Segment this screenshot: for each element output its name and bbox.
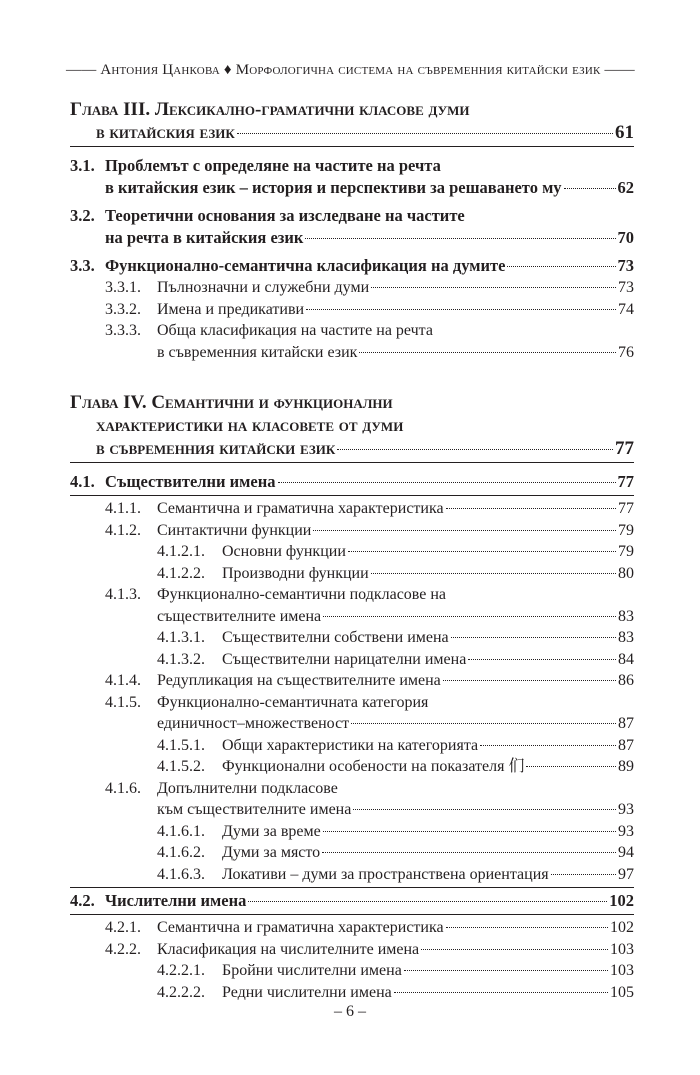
dot-leader bbox=[507, 266, 615, 267]
toc-section-4-2-1[interactable] bbox=[70, 917, 634, 939]
toc-section-4-1-2[interactable] bbox=[70, 520, 634, 542]
toc-section-title: Функционално-семантична класификация на думите bbox=[105, 256, 506, 275]
dot-leader bbox=[371, 287, 616, 288]
toc-page-number: 79 bbox=[618, 543, 634, 560]
toc-section-4-1-6-3[interactable] bbox=[70, 864, 634, 886]
dot-leader bbox=[348, 551, 616, 552]
toc-page-number: 103 bbox=[610, 962, 634, 979]
toc-section-title: Проблемът с определяне на частите на речта bbox=[105, 156, 441, 175]
toc-page-number: 80 bbox=[618, 564, 634, 582]
toc-section-title-cont: към съществителните имена bbox=[157, 801, 352, 818]
toc-section-title-cont: единичност–множественост bbox=[157, 715, 350, 732]
toc-section-4-1-3-2[interactable] bbox=[70, 649, 634, 671]
toc-section-title: Съществителни собствени имена bbox=[222, 629, 449, 646]
toc-page-number: 73 bbox=[617, 256, 634, 275]
dot-leader bbox=[446, 508, 616, 509]
toc-section-title: Имена и предикативи bbox=[157, 300, 305, 318]
dot-leader bbox=[278, 482, 616, 483]
toc-section-title: Семантична и граматична характеристика bbox=[157, 500, 444, 517]
header-rule-left: —— bbox=[66, 62, 97, 78]
dot-leader bbox=[237, 133, 613, 134]
toc-page-number: 86 bbox=[618, 672, 634, 689]
toc-section-number: 4.2.2. bbox=[105, 940, 141, 958]
toc-page-number: 89 bbox=[618, 758, 634, 775]
toc-section-number: 4.1.6.2. bbox=[157, 844, 205, 861]
dot-leader bbox=[306, 309, 616, 310]
toc-section-title: Теоретични основания за изследване на частите bbox=[105, 206, 465, 225]
toc-section-number: 3.1. bbox=[70, 156, 95, 175]
toc-section-title: Обща класификация на частите на речта bbox=[157, 322, 433, 339]
page-number-footer: – 6 – bbox=[334, 1003, 366, 1020]
toc-section-title: Бройни числителни имена bbox=[222, 962, 402, 979]
toc-section-number: 3.3. bbox=[70, 256, 95, 275]
dot-leader bbox=[248, 901, 607, 902]
dot-leader bbox=[480, 745, 616, 746]
toc-section-4-1-6[interactable] bbox=[70, 778, 634, 821]
toc-section-number: 4.2.2.2. bbox=[157, 983, 205, 1001]
toc-section-number: 4.1.6. bbox=[105, 779, 141, 797]
chapter-divider bbox=[70, 462, 634, 463]
toc-section-4-1-2-2[interactable] bbox=[70, 563, 634, 585]
toc-section-title: Синтактични функции bbox=[157, 521, 312, 539]
toc-page-number: 87 bbox=[618, 736, 634, 754]
toc-section-title: Съществителни нарицателни имена bbox=[222, 650, 467, 668]
toc-chapter-4-line2: характеристики на класовете от думи bbox=[96, 415, 404, 436]
dot-leader bbox=[446, 927, 608, 928]
toc-section-number: 4.2.2.1. bbox=[157, 962, 205, 979]
toc-section-number: 4.1.6.1. bbox=[157, 822, 205, 840]
toc-section-title: Съществителни имена bbox=[105, 472, 276, 491]
dot-leader bbox=[337, 449, 613, 450]
toc-section-4-1-5[interactable] bbox=[70, 692, 634, 735]
toc-section-title: Функционално-семантичната категория bbox=[157, 693, 429, 711]
table-of-contents bbox=[70, 98, 634, 1003]
toc-section-number: 4.1.2. bbox=[105, 521, 141, 539]
toc-section-title: Функционални особености на показателя 们 bbox=[222, 758, 525, 775]
toc-section-4-2[interactable] bbox=[70, 890, 634, 912]
toc-section-title: Семантична и граматична характеристика bbox=[157, 919, 444, 936]
dot-leader bbox=[551, 874, 616, 875]
toc-page-number: 73 bbox=[618, 279, 634, 296]
dot-leader bbox=[468, 659, 616, 660]
toc-section-4-1-5-2[interactable] bbox=[70, 756, 634, 778]
toc-section-4-1-5-1[interactable] bbox=[70, 735, 634, 757]
toc-section-title: Функционално-семантични подкласове на bbox=[157, 586, 447, 603]
toc-section-4-1-3[interactable] bbox=[70, 584, 634, 627]
toc-section-number: 4.1.3.1. bbox=[157, 629, 205, 646]
toc-section-title: Производни функции bbox=[222, 564, 369, 582]
toc-section-4-2-2-1[interactable] bbox=[70, 960, 634, 982]
toc-section-number: 4.1.2.2. bbox=[157, 564, 205, 582]
toc-section-number: 4.1.1. bbox=[105, 500, 141, 517]
toc-section-number: 3.3.1. bbox=[105, 279, 141, 296]
toc-section-4-1-6-2[interactable] bbox=[70, 842, 634, 864]
toc-page-number: 61 bbox=[615, 122, 634, 143]
dot-leader bbox=[359, 352, 616, 353]
header-author: Антония Цанкова bbox=[100, 62, 220, 78]
dot-leader bbox=[564, 188, 616, 189]
toc-page-number: 77 bbox=[615, 438, 634, 459]
toc-page-number: 62 bbox=[617, 178, 634, 197]
toc-section-4-1-6-1[interactable] bbox=[70, 821, 634, 843]
section-divider bbox=[70, 887, 634, 888]
diamond-separator-icon: ♦ bbox=[223, 62, 232, 78]
toc-chapter-3-line1: Глава III. Лексикално-граматични класове думи bbox=[70, 99, 470, 120]
toc-page-number: 105 bbox=[610, 983, 634, 1001]
toc-page-number: 83 bbox=[618, 629, 634, 646]
toc-page-number: 77 bbox=[618, 500, 634, 517]
toc-section-3-3-3[interactable] bbox=[70, 320, 634, 363]
toc-page-number: 79 bbox=[618, 521, 634, 539]
dot-leader bbox=[404, 970, 608, 971]
header-book-title: Морфологична система на съвременния китайски език bbox=[235, 62, 601, 78]
toc-page-number: 87 bbox=[618, 715, 634, 732]
toc-section-title: Думи за време bbox=[222, 822, 321, 840]
toc-chapter-3[interactable] bbox=[70, 98, 634, 144]
toc-section-title: Основни функции bbox=[222, 543, 346, 560]
toc-section-title: Пълнозначни и служебни думи bbox=[157, 279, 370, 296]
toc-section-4-1-3-1[interactable] bbox=[70, 627, 634, 649]
dot-leader bbox=[353, 809, 616, 810]
dot-leader bbox=[526, 766, 616, 767]
toc-page-number: 83 bbox=[618, 607, 634, 625]
toc-section-4-1-1[interactable] bbox=[70, 498, 634, 520]
dot-leader bbox=[305, 238, 615, 239]
toc-page-number: 102 bbox=[610, 919, 634, 936]
toc-section-title-cont: на речта в китайския език bbox=[105, 228, 304, 247]
dot-leader bbox=[451, 637, 616, 638]
toc-page-number: 70 bbox=[617, 228, 634, 247]
dot-leader bbox=[371, 573, 616, 574]
toc-page-number: 93 bbox=[618, 822, 634, 840]
toc-page-number: 97 bbox=[618, 865, 634, 883]
toc-section-title: Редни числителни имена bbox=[222, 983, 392, 1001]
toc-section-title: Класификация на числителните имена bbox=[157, 940, 420, 958]
toc-page-number: 102 bbox=[609, 891, 634, 910]
toc-section-number: 4.1.5.2. bbox=[157, 758, 205, 775]
dot-leader bbox=[394, 992, 608, 993]
dot-leader bbox=[323, 616, 616, 617]
toc-section-3-3-1[interactable] bbox=[70, 277, 634, 299]
header-rule-right: —— bbox=[604, 62, 635, 78]
toc-section-title: Общи характеристики на категорията bbox=[222, 736, 479, 754]
toc-section-3-1[interactable] bbox=[70, 155, 634, 199]
toc-section-title-cont: съществителните имена bbox=[157, 607, 322, 625]
toc-page-number: 74 bbox=[618, 300, 634, 318]
dot-leader bbox=[323, 831, 616, 832]
toc-section-4-2-2[interactable] bbox=[70, 939, 634, 961]
toc-section-number: 4.1.3. bbox=[105, 586, 141, 603]
toc-section-title: Числителни имена bbox=[105, 891, 247, 910]
toc-section-number: 4.1.4. bbox=[105, 672, 141, 689]
toc-section-4-2-2-2[interactable] bbox=[70, 982, 634, 1004]
toc-section-number: 4.1.6.3. bbox=[157, 865, 205, 883]
toc-page-number: 94 bbox=[618, 844, 634, 861]
toc-page-number: 84 bbox=[618, 650, 634, 668]
toc-section-title: Допълнителни подкласове bbox=[157, 779, 338, 797]
toc-section-4-1[interactable] bbox=[70, 471, 634, 493]
toc-section-number: 4.1.3.2. bbox=[157, 650, 205, 668]
toc-section-number: 4.2.1. bbox=[105, 919, 141, 936]
toc-section-title: Редупликация на съществителните имена bbox=[157, 672, 441, 689]
toc-section-title-cont: в съвременния китайски език bbox=[157, 343, 358, 361]
toc-chapter-4-line1: Глава IV. Семантични и функционални bbox=[70, 392, 393, 413]
dot-leader bbox=[322, 852, 616, 853]
section-divider bbox=[70, 495, 634, 496]
toc-section-title: Думи за място bbox=[222, 844, 321, 861]
toc-chapter-4[interactable] bbox=[70, 391, 634, 460]
toc-section-number: 4.1.5.1. bbox=[157, 736, 205, 754]
toc-page-number: 103 bbox=[610, 940, 634, 958]
toc-section-4-1-4[interactable] bbox=[70, 670, 634, 692]
toc-section-number: 4.1.5. bbox=[105, 693, 141, 711]
dot-leader bbox=[351, 723, 616, 724]
toc-section-number: 3.2. bbox=[70, 206, 95, 225]
toc-page-number: 76 bbox=[618, 343, 634, 361]
toc-section-title-cont: в китайския език – история и перспективи за решаването му bbox=[105, 178, 562, 197]
toc-chapter-4-line3: в съвременния китайски език bbox=[96, 438, 336, 459]
toc-page-number: 77 bbox=[617, 472, 634, 491]
toc-section-number: 4.2. bbox=[70, 891, 95, 910]
toc-section-number: 3.3.2. bbox=[105, 300, 141, 318]
toc-section-3-3-2[interactable] bbox=[70, 299, 634, 321]
toc-page-number: 93 bbox=[618, 801, 634, 818]
toc-section-3-3[interactable] bbox=[70, 255, 634, 277]
running-header bbox=[66, 62, 634, 79]
toc-section-4-1-2-1[interactable] bbox=[70, 541, 634, 563]
section-divider bbox=[70, 914, 634, 915]
dot-leader bbox=[421, 949, 608, 950]
dot-leader bbox=[443, 680, 616, 681]
toc-section-number: 4.1.2.1. bbox=[157, 543, 205, 560]
toc-section-3-2[interactable] bbox=[70, 205, 634, 249]
toc-section-number: 4.1. bbox=[70, 472, 95, 491]
toc-section-number: 3.3.3. bbox=[105, 322, 141, 339]
chapter-divider bbox=[70, 146, 634, 147]
toc-chapter-3-line2: в китайския език bbox=[96, 122, 235, 143]
dot-leader bbox=[313, 530, 616, 531]
toc-section-title: Локативи – думи за пространствена ориентация bbox=[222, 865, 549, 883]
